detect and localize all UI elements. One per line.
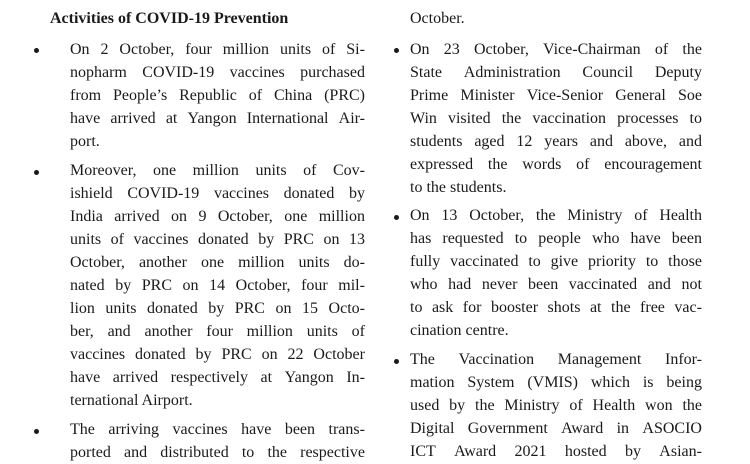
section-heading: Activities of COVID-19 Prevention xyxy=(50,10,289,27)
text-line: who had never been vaccinated and not xyxy=(410,276,702,293)
text-line: to ask for booster shots at the free vac- xyxy=(410,299,702,316)
text-line: from People’s Republic of China (PRC) xyxy=(70,87,365,104)
text-line: ICT Award 2021 hosted by Asian- xyxy=(410,443,702,460)
continuation-text: October. xyxy=(410,10,465,27)
text-line: to the students. xyxy=(410,179,507,196)
text-line: fully vaccinated to give priority to those xyxy=(410,253,702,270)
text-line: used by the Ministry of Health won the xyxy=(410,397,702,414)
text-line: nated by PRC on 14 October, four mil- xyxy=(70,277,365,294)
text-line: Prime Minister Vice-Senior General Soe xyxy=(410,87,702,104)
bullet-icon xyxy=(394,215,399,220)
text-line: lion units donated by PRC on 15 Octo- xyxy=(70,300,365,317)
text-line: units of vaccines donated by PRC on 13 xyxy=(70,231,365,248)
text-line: State Administration Council Deputy xyxy=(410,64,702,81)
bullet-icon xyxy=(34,48,39,53)
bullet-icon xyxy=(394,359,399,364)
text-line: cination centre. xyxy=(410,322,509,339)
text-line: have arrived respectively at Yangon In- xyxy=(70,369,365,386)
text-line: Moreover, one million units of Cov- xyxy=(70,162,365,179)
text-line: students aged 12 years and above, and xyxy=(410,133,702,150)
bullet-icon xyxy=(34,170,39,175)
text-line: ishield COVID-19 vaccines donated by xyxy=(70,185,365,202)
text-line: mation System (VMIS) which is being xyxy=(410,374,702,391)
text-line: has requested to people who have been xyxy=(410,230,702,247)
text-line: nopharm COVID-19 vaccines purchased xyxy=(70,64,365,81)
text-line: On 13 October, the Ministry of Health xyxy=(410,207,702,224)
text-line: port. xyxy=(70,133,100,150)
text-line: October, another one million units do- xyxy=(70,254,365,271)
bullet-icon xyxy=(394,48,399,53)
text-line: The Vaccination Management Infor- xyxy=(410,351,702,368)
text-line: have arrived at Yangon International Air- xyxy=(70,110,365,127)
text-line: ported and distributed to the respective xyxy=(70,444,365,461)
text-line: ber, and another four million units of xyxy=(70,323,365,340)
text-line: vaccines donated by PRC on 22 October xyxy=(70,346,365,363)
text-line: On 23 October, Vice-Chairman of the xyxy=(410,41,702,58)
text-line: The arriving vaccines have been trans- xyxy=(70,421,365,438)
bullet-icon xyxy=(34,429,39,434)
text-line: Digital Government Award in ASOCIO xyxy=(410,420,702,437)
text-line: On 2 October, four million units of Si- xyxy=(70,41,365,58)
text-line: ternational Airport. xyxy=(70,392,193,409)
text-line: expressed the words of encouragement xyxy=(410,156,702,173)
text-line: India arrived on 9 October, one million xyxy=(70,208,365,225)
text-line: Win visited the vaccination processes to xyxy=(410,110,702,127)
